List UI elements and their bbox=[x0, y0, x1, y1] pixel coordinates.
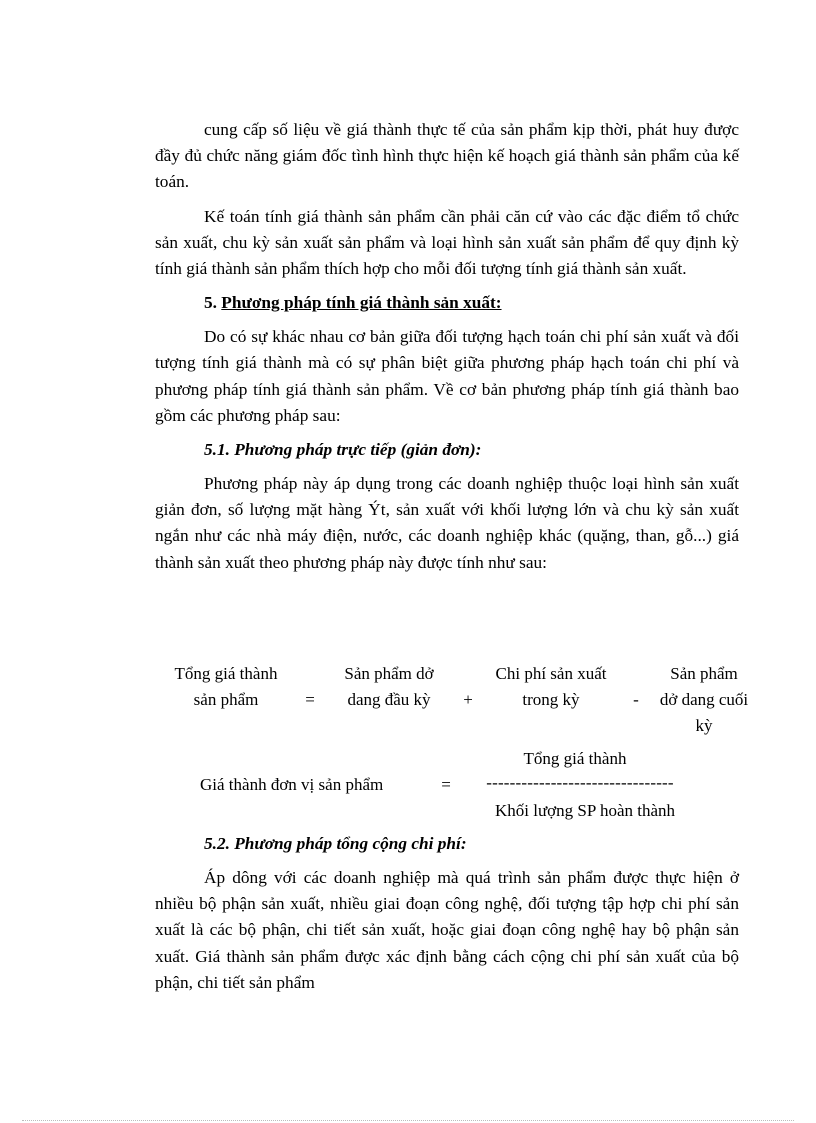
formula-term-opening-wip-line1: Sản phẩm dở bbox=[344, 664, 434, 683]
formula-term-total-cost-line1: Tổng giá thành bbox=[174, 664, 278, 683]
formula-term-total-cost bbox=[160, 661, 292, 713]
formula-numerator: Tổng giá thành bbox=[523, 749, 627, 768]
section-5-2 bbox=[155, 831, 739, 1004]
formula-term-closing-wip-line1: Sản phẩm bbox=[670, 664, 738, 683]
formula-unit-equals-sign: = bbox=[441, 775, 451, 794]
formula-term-closing-wip bbox=[648, 661, 760, 739]
section-5-1-heading: 5.1. Phương pháp trực tiếp (giản đơn): bbox=[204, 440, 482, 460]
formula-term-period-cost-line1: Chi phí sản xuất bbox=[495, 664, 607, 683]
formula-term-opening-wip-line2: dang đầu kỳ bbox=[347, 690, 431, 709]
formula-term-period-cost-line2: trong kỳ bbox=[522, 690, 580, 709]
paragraph-period-rule: Kế toán tính giá thành sản phẩm cần phải căn cứ vào các đặc điểm tổ chức sản xuất, chu kỳ sản xuất sản phẩm và loại hình sản xuất sản phẩm để quy định kỳ tính giá thành sản phẩm thích hợp cho mỗi đối tượng tính giá thành sản xuất. bbox=[155, 206, 739, 279]
formula-minus-sign: - bbox=[633, 690, 639, 709]
page-content bbox=[155, 117, 739, 584]
formula-plus-sign: + bbox=[463, 690, 473, 709]
formula-unit-cost-label: Giá thành đơn vị sản phẩm bbox=[200, 775, 384, 794]
page-bottom-border bbox=[22, 1120, 794, 1121]
section-5-2-body: Áp dông với các doanh nghiệp mà quá trình sản phẩm được thực hiện ở nhiều bộ phận sản xuất, nhiều giai đoạn công nghệ, đối tượng tập hợp chi phí sản xuất là các bộ phận, chi tiết sản xuất, hoặc giai đoạn công nghệ hay bộ phận sản xuất. Giá thành sản phẩm được xác định bằng cách cộng chi phí sản xuất của bộ phận, chi tiết sản phẩm bbox=[155, 868, 739, 992]
formula-fraction-bar: -------------------------------- bbox=[486, 773, 674, 792]
formula-term-closing-wip-line2: dở dang cuối bbox=[659, 690, 749, 709]
formula-term-closing-wip-line3: kỳ bbox=[695, 716, 713, 735]
formula-term-period-cost bbox=[484, 661, 618, 713]
section-5-2-heading: 5.2. Phương pháp tổng cộng chi phí: bbox=[204, 834, 467, 853]
section-5-heading bbox=[155, 290, 739, 316]
formula-equals-sign: = bbox=[305, 690, 315, 709]
formula-denominator: Khối lượng SP hoàn thành bbox=[494, 801, 676, 820]
formula-term-opening-wip bbox=[330, 661, 448, 713]
section-5-number: 5. bbox=[204, 293, 217, 313]
formula-term-total-cost-line2: sản phẩm bbox=[193, 690, 259, 709]
section-5-title: Phương pháp tính giá thành sản xuất: bbox=[221, 293, 502, 313]
section-5-1-body: Phương pháp này áp dụng trong các doanh nghiệp thuộc loại hình sản xuất giản đơn, số lượng mặt hàng Ýt, sản xuất với khối lượng lớn và chu kỳ sản xuất ngắn như các nhà máy điện, nước, các doanh nghiệp khác (quặng, than, gỗ...) giá thành sản xuất theo phương pháp này được tính như sau: bbox=[155, 474, 739, 572]
paragraph-continuation: cung cấp số liệu về giá thành thực tế của sản phẩm kịp thời, phát huy được đầy đủ chức năng giám đốc tình hình thực hiện kế hoạch giá thành sản phẩm của kế toán. bbox=[155, 120, 739, 192]
section-5-intro: Do có sự khác nhau cơ bản giữa đối tượng hạch toán chi phí sản xuất và đối tượng tính giá thành mà có sự phân biệt giữa phương pháp hạch toán chi phí và phương pháp tính giá thành sản phẩm. Về cơ bản phương pháp tính giá thành bao gồm các phương pháp sau: bbox=[155, 327, 739, 425]
